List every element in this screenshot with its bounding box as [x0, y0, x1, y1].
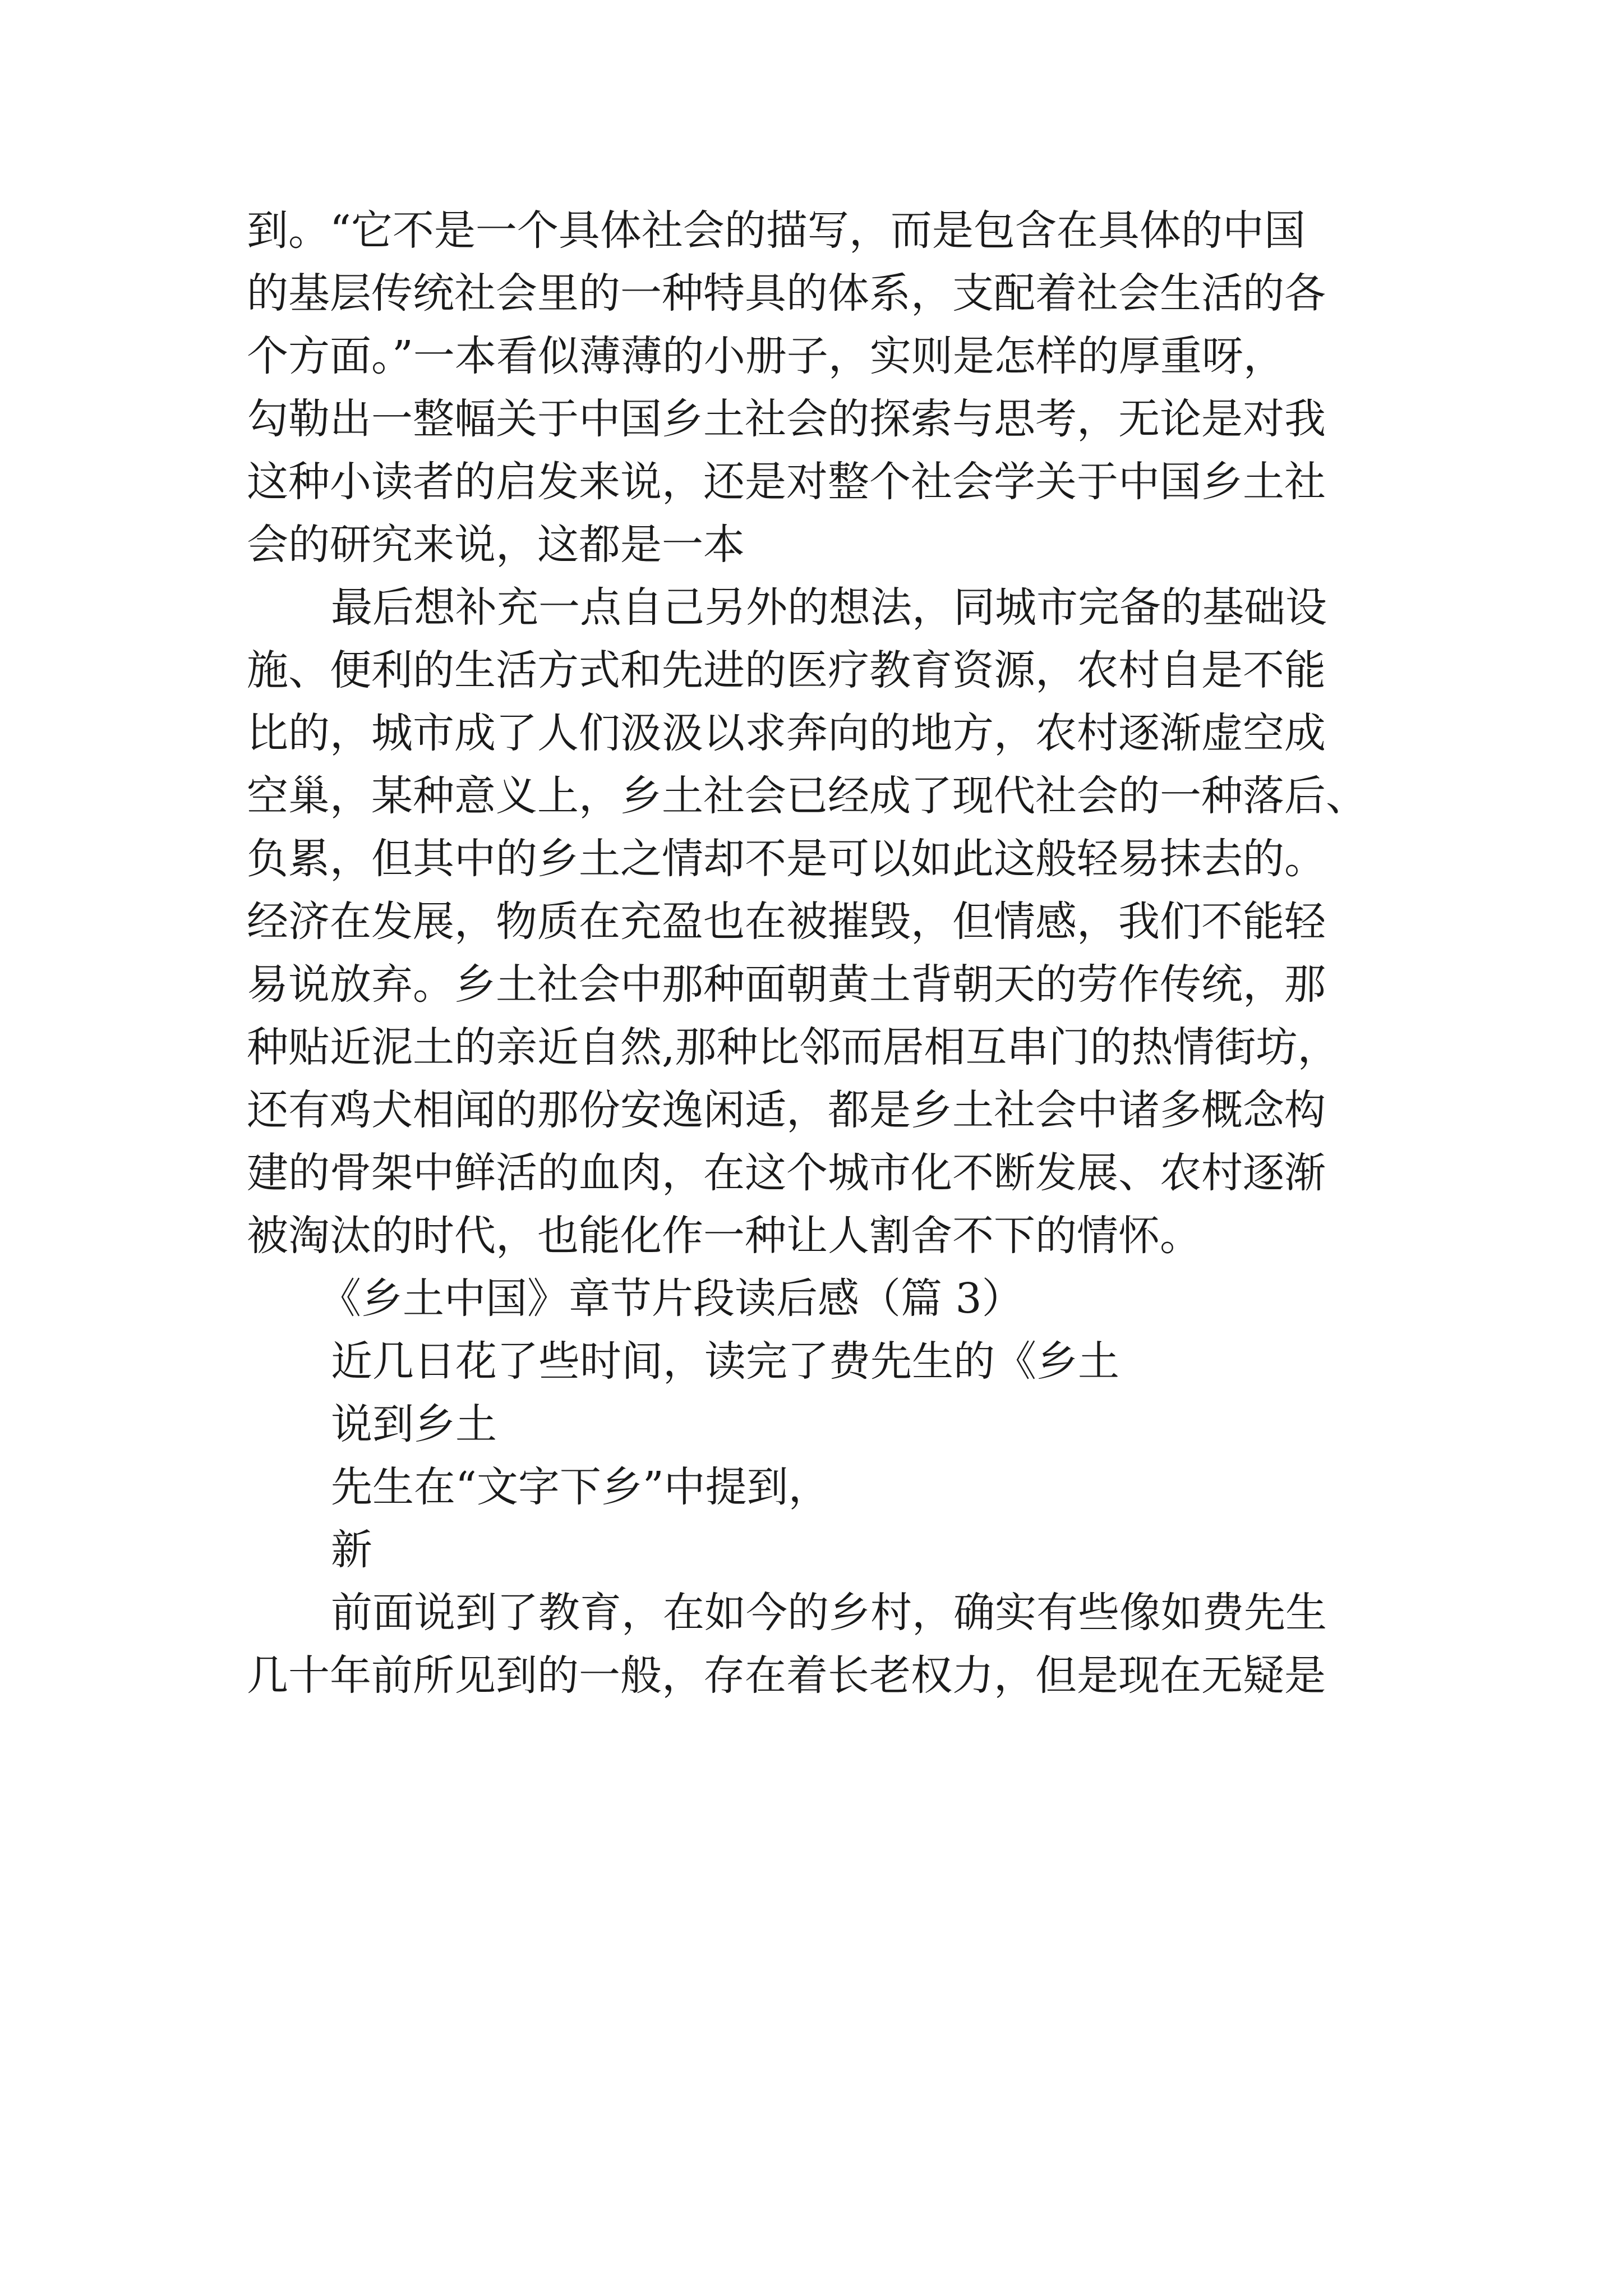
paragraph-line: 负累，但其中的乡土之情却不是可以如此这般轻易抹去的。	[247, 835, 1326, 883]
paragraph-line: 种贴近泥土的亲近自然,那种比邻而居相互串门的热情街坊，	[247, 1023, 1339, 1071]
paragraph-line: 先生在“文字下乡”中提到，	[331, 1463, 830, 1511]
paragraph-line: 新	[331, 1526, 372, 1574]
paragraph-line: 说到乡土	[331, 1400, 497, 1448]
paragraph-line: 施、便利的生活方式和先进的医疗教育资源，农村自是不能	[247, 646, 1326, 694]
paragraph-line: 个方面。”一本看似薄薄的小册子，实则是怎样的厚重呀，	[247, 332, 1285, 380]
paragraph-line: 到。“它不是一个具体社会的描写，而是包含在具体的中国	[247, 206, 1306, 255]
paragraph-line: 这种小读者的启发来说，还是对整个社会学关于中国乡土社	[247, 458, 1326, 506]
paragraph-line: 最后想补充一点自己另外的想法，同城市完备的基础设	[331, 583, 1327, 632]
paragraph-line: 建的骨架中鲜活的血肉，在这个城市化不断发展、农村逐渐	[247, 1149, 1326, 1197]
paragraph-line: 的基层传统社会里的一种特具的体系，支配着社会生活的各	[247, 269, 1326, 318]
paragraph-line: 被淘汰的时代，也能化作一种让人割舍不下的情怀。	[247, 1212, 1201, 1260]
paragraph-line: 近几日花了些时间，读完了费先生的《乡土	[331, 1337, 1119, 1386]
paragraph-line: 空巢，某种意义上，乡土社会已经成了现代社会的一种落后、	[247, 772, 1367, 820]
paragraph-line: 还有鸡犬相闻的那份安逸闲适，都是乡土社会中诸多概念构	[247, 1086, 1326, 1134]
paragraph-line: 易说放弃。乡土社会中那种面朝黄土背朝天的劳作传统，那	[247, 960, 1326, 1009]
paragraph-line: 勾勒出一整幅关于中国乡土社会的探索与思考，无论是对我	[247, 395, 1326, 443]
paragraph-line: 比的，城市成了人们汲汲以求奔向的地方，农村逐渐虚空成	[247, 709, 1326, 757]
section-heading: 《乡土中国》章节片段读后感（篇 3）	[320, 1274, 1023, 1323]
paragraph-line: 前面说到了教育，在如今的乡村，确实有些像如费先生	[331, 1589, 1327, 1637]
paragraph-line: 经济在发展，物质在充盈也在被摧毁，但情感，我们不能轻	[247, 898, 1326, 946]
paragraph-line: 几十年前所见到的一般，存在着长老权力，但是现在无疑是	[247, 1651, 1326, 1700]
paragraph-line: 会的研究来说，这都是一本	[247, 521, 745, 569]
